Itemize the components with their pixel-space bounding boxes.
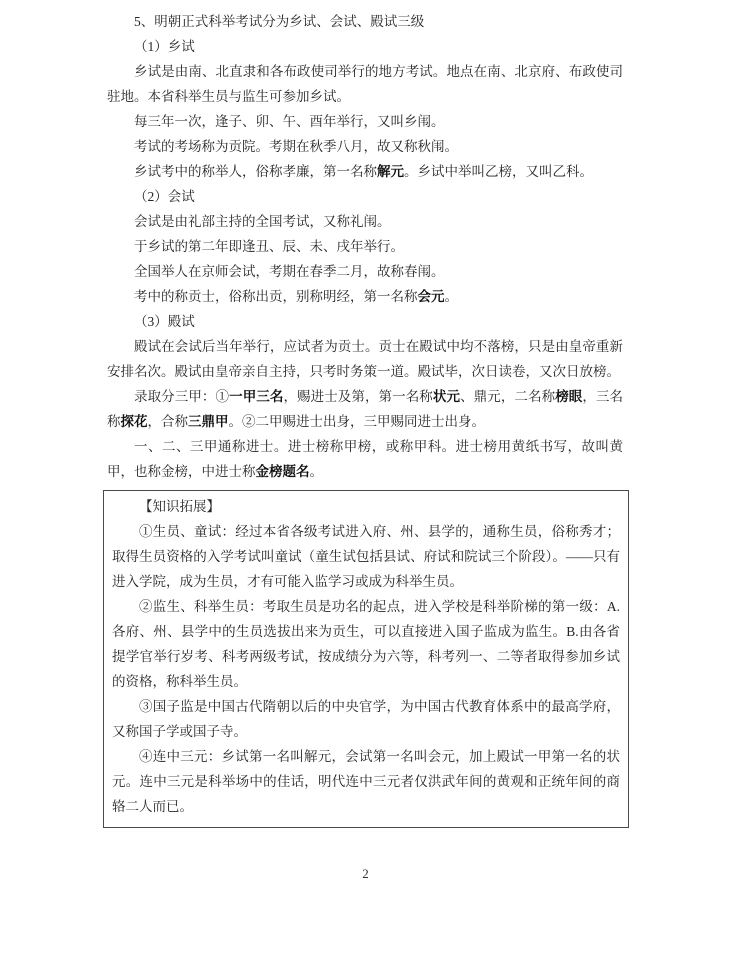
bold-term: 状元 [432,389,461,404]
paragraph [107,209,623,234]
paragraph [107,134,623,159]
text-segment: 、鼎元，二名称 [460,389,556,404]
knowledge-box [103,490,629,828]
page-number: 2 [362,866,369,881]
text-segment: 殿试在会试后当年举行，应试者为贡士。贡士在殿试中均不落榜，只是由皇帝重新安排名次。殿试由皇帝亲自主持，只考时务策一道。殿试毕，次日读卷，又次日放榜。 [107,339,623,379]
text-segment: ①生员、童试：经过本省各级考试进入府、州、县学的，通称生员，俗称秀才；取得生员资格的入学考试叫童试（童生试包括县试、府试和院试三个阶段）。——只有进入学院，成为生员，才有可能入监学习或成为科举生员。 [112,524,620,589]
paragraph [112,694,620,744]
paragraph [107,434,623,484]
paragraph [107,284,623,309]
text-segment: 。 [309,464,323,479]
text-segment: ②监生、科举生员：考取生员是功名的起点，进入学校是科举阶梯的第一级：A.各府、州、县学中的生员选拔出来为贡生，可以直接进入国子监成为监生。B.由各省提学官举行岁考、科考两级考试，按成绩分为六等，科考列一、二等者取得参加乡试的资格，称科举生员。 [112,599,620,689]
bold-term: 榜眼 [555,389,583,404]
text-segment: ，赐进士及第，第一名称 [283,389,433,404]
text-segment: 。 [444,289,458,304]
paragraph [107,334,623,384]
text-segment: ④连中三元：乡试第一名叫解元，会试第一名叫会元，加上殿试一甲第一名的状元。连中三元是科举场中的佳话，明代连中三元者仅洪武年间的黄观和正统年间的商辂二人而已。 [112,749,620,814]
text-segment: 乡试是由南、北直隶和各布政使司举行的地方考试。地点在南、北京府、布政使司驻地。本省科举生员与监生可参加乡试。 [107,64,623,104]
text-segment: 全国举人在京师会试，考期在春季二月，故称春闱。 [134,264,445,279]
paragraph [112,519,620,594]
paragraph [107,9,623,34]
text-segment: 会试是由礼部主持的全国考试，又称礼闱。 [134,214,391,229]
bold-term: 三鼎甲 [188,414,229,429]
text-segment: （2）会试 [134,189,195,204]
text-segment: 一、二、三甲通称进士。进士榜称甲榜，或称甲科。进士榜用黄纸书写，故叫黄甲，也称金榜，中进士称 [107,439,623,479]
paragraph [107,159,623,184]
document-body [107,9,623,484]
bold-term: 会元 [417,289,445,304]
text-segment: （1）乡试 [134,39,195,54]
knowledge-box-title: 【知识拓展】 [139,499,220,514]
paragraph [107,309,623,334]
text-segment: 。②二甲赐进士出身，三甲赐同进士出身。 [228,414,485,429]
text-segment: ，合称 [147,414,188,429]
text-segment: 录取分三甲：① [134,389,230,404]
paragraph [107,259,623,284]
text-segment: ，三名称 [107,389,624,429]
text-segment: ③国子监是中国古代隋朝以后的中央官学，为中国古代教育体系中的最高学府，又称国子学或国子寺。 [112,699,620,739]
paragraph [107,59,623,109]
paragraph [107,184,623,209]
paragraph [107,234,623,259]
paragraph [107,34,623,59]
text-segment: 于乡试的第二年即逢丑、辰、未、戌年举行。 [134,239,404,254]
bold-term: 解元 [377,164,404,179]
paragraph [112,594,620,694]
text-segment: 考试的考场称为贡院。考期在秋季八月，故又称秋闱。 [134,139,458,154]
text-segment: （3）殿试 [134,314,195,329]
paragraph [107,384,623,434]
text-segment: 每三年一次，逢子、卯、午、酉年举行，又叫乡闱。 [134,114,445,129]
paragraph [112,744,620,819]
text-segment: 考中的称贡士，俗称出贡，别称明经，第一名称 [134,289,418,304]
bold-term: 探花 [120,414,148,429]
paragraph [107,109,623,134]
text-segment: 乡试考中的称举人，俗称孝廉，第一名称 [134,164,377,179]
knowledge-box-body [112,519,620,819]
bold-term: 金榜题名 [255,464,310,479]
bold-term: 一甲三名 [229,389,284,404]
text-segment: 5、明朝正式科举考试分为乡试、会试、殿试三级 [134,14,425,29]
text-segment: 。乡试中举叫乙榜，又叫乙科。 [404,164,593,179]
